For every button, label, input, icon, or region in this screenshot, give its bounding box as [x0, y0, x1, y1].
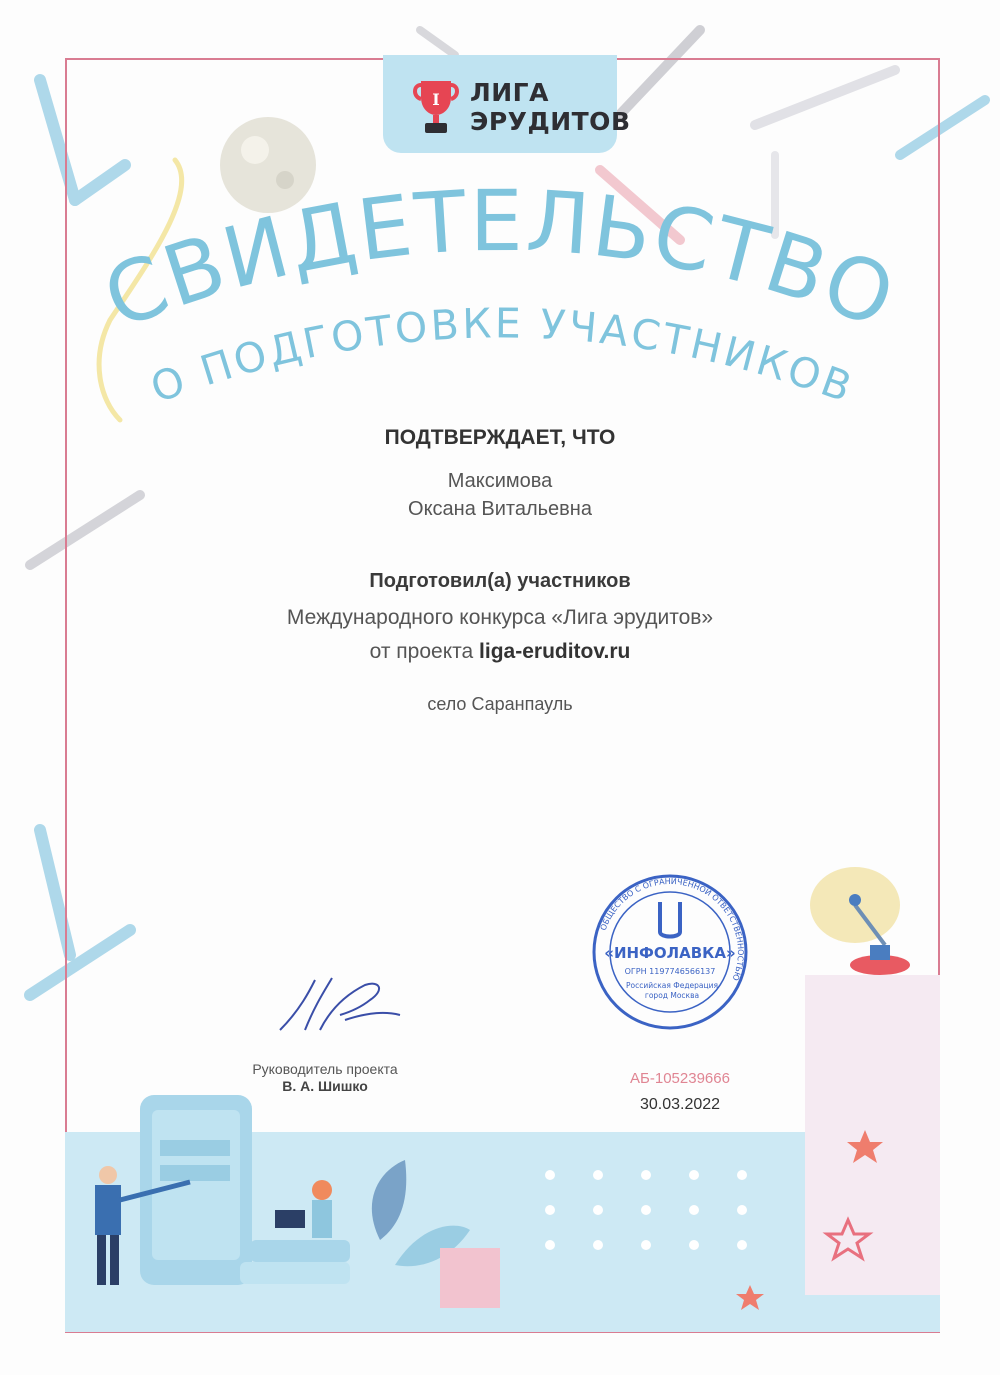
project-prefix: от проекта	[369, 640, 480, 663]
contest-name: Международного конкурса «Лига эрудитов»	[286, 606, 714, 629]
signer-name: В. А. Шишко	[282, 1078, 368, 1094]
certificate-date: 30.03.2022	[639, 1096, 721, 1113]
prepared-heading: Подготовил(а) участников	[369, 570, 631, 592]
stamp-city: город Москва	[644, 991, 700, 1000]
logo-line2: ЭРУДИТОВ	[470, 107, 631, 136]
stamp-ring-text: ОБЩЕСТВО С ОГРАНИЧЕННОЙ ОТВЕТСТВЕННОСТЬЮ	[598, 876, 746, 982]
signer-role: Руководитель проекта	[252, 1061, 398, 1077]
confirm-heading: ПОДТВЕРЖДАЕТ, ЧТО	[384, 426, 616, 449]
stamp-country: Российская Федерация	[626, 981, 718, 990]
stamp-org: «ИНФОЛАВКА»	[604, 944, 736, 962]
project-site: liga-eruditov.ru	[479, 640, 631, 663]
recipient-surname: Максимова	[447, 470, 553, 492]
certificate-code: АБ-105239666	[630, 1070, 730, 1087]
company-stamp	[590, 872, 750, 1032]
recipient-given-names: Оксана Витальевна	[408, 498, 592, 520]
recipient-city: село Саранпауль	[427, 694, 573, 714]
title-sub: О ПОДГОТОВКЕ УЧАСТНИКОВ	[144, 299, 861, 413]
handwritten-signature	[270, 970, 410, 1040]
stamp-ogrn: ОГРН 1197746566137	[624, 967, 716, 976]
title-main: СВИДЕТЕЛЬСТВО	[91, 180, 909, 348]
logo-line1: ЛИГА	[470, 78, 549, 107]
trophy-numeral: I	[432, 90, 440, 109]
